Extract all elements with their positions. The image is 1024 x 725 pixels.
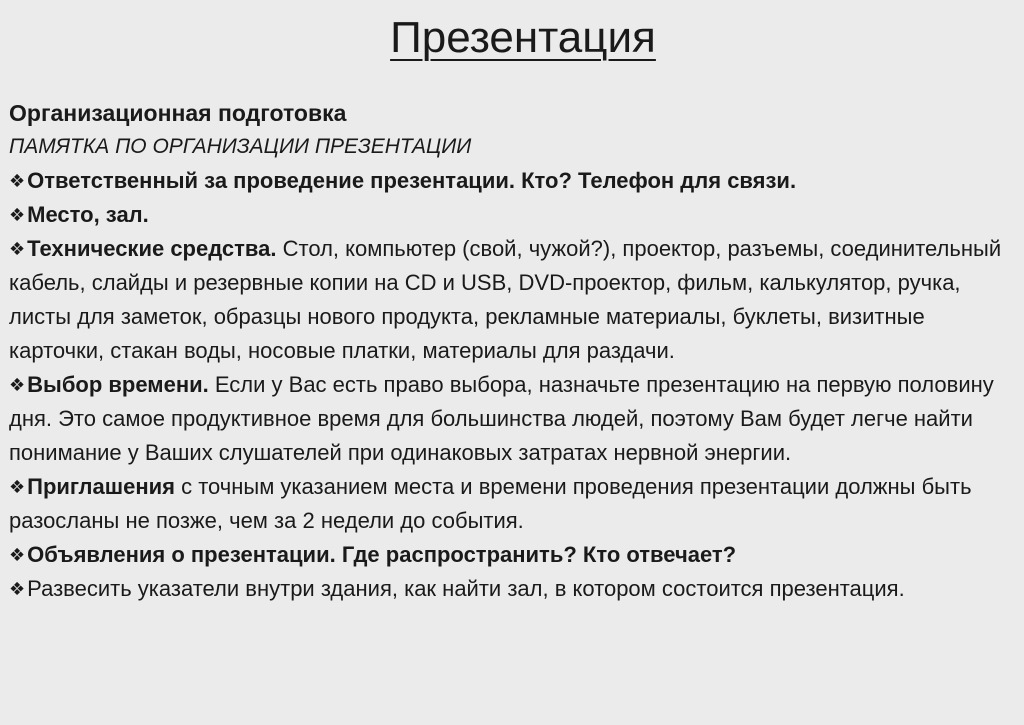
- diamond-star-bullet-icon: ❖: [9, 477, 26, 497]
- slide-content: [9, 96, 1014, 606]
- item-bold-text: Приглашения: [27, 474, 175, 499]
- item-text: Если у Вас есть право выбора, назначьте презентацию на первую половину дня. Это самое продуктивное время для большинства людей, поэтому Вам будет легче найти понимание у Ваших слушателей при одинаковых затратах нервной энергии.: [9, 372, 994, 465]
- diamond-star-bullet-icon: ❖: [9, 171, 26, 191]
- item-bold-text: Место, зал.: [27, 202, 149, 227]
- diamond-star-bullet-icon: ❖: [9, 375, 26, 395]
- list-item-signage: [9, 572, 1014, 606]
- diamond-star-bullet-icon: ❖: [9, 239, 26, 259]
- item-bold-text: Выбор времени.: [27, 372, 209, 397]
- item-bold-text: Ответственный за проведение презентации. Кто? Телефон для связи.: [27, 168, 797, 193]
- slide-title: Презентация: [390, 13, 656, 62]
- diamond-star-bullet-icon: ❖: [9, 545, 26, 565]
- section-subheading: ПАМЯТКА ПО ОРГАНИЗАЦИИ ПРЕЗЕНТАЦИИ: [9, 135, 472, 158]
- item-text: Стол, компьютер (свой, чужой?), проектор, разъемы, соединительный кабель, слайды и резервные копии на CD и USB, DVD-проектор, фильм, калькулятор, ручка, листы для заметок, образцы нового продукта, рекламные материалы, буклеты, визитные карточки, стакан воды, носовые платки, материалы для раздачи.: [9, 236, 1002, 363]
- section-heading: Организационная подготовка: [9, 100, 347, 126]
- item-bold-text: Объявления о презентации. Где распространить? Кто отвечает?: [27, 542, 737, 567]
- diamond-star-bullet-icon: ❖: [9, 205, 26, 225]
- list-item-timing: [9, 368, 1014, 470]
- list-item-responsible: [9, 164, 1014, 198]
- diamond-star-bullet-icon: ❖: [9, 579, 26, 599]
- item-bold-text: Технические средства.: [27, 236, 277, 261]
- item-text: с точным указанием места и времени проведения презентации должны быть разосланы не позже, чем за 2 недели до события.: [9, 474, 972, 533]
- item-text: Развесить указатели внутри здания, как найти зал, в котором состоится презентация.: [27, 576, 905, 601]
- list-item-equipment: [9, 232, 1014, 368]
- list-item-announcements: [9, 538, 1014, 572]
- list-item-venue: [9, 198, 1014, 232]
- list-item-invitations: [9, 470, 1014, 538]
